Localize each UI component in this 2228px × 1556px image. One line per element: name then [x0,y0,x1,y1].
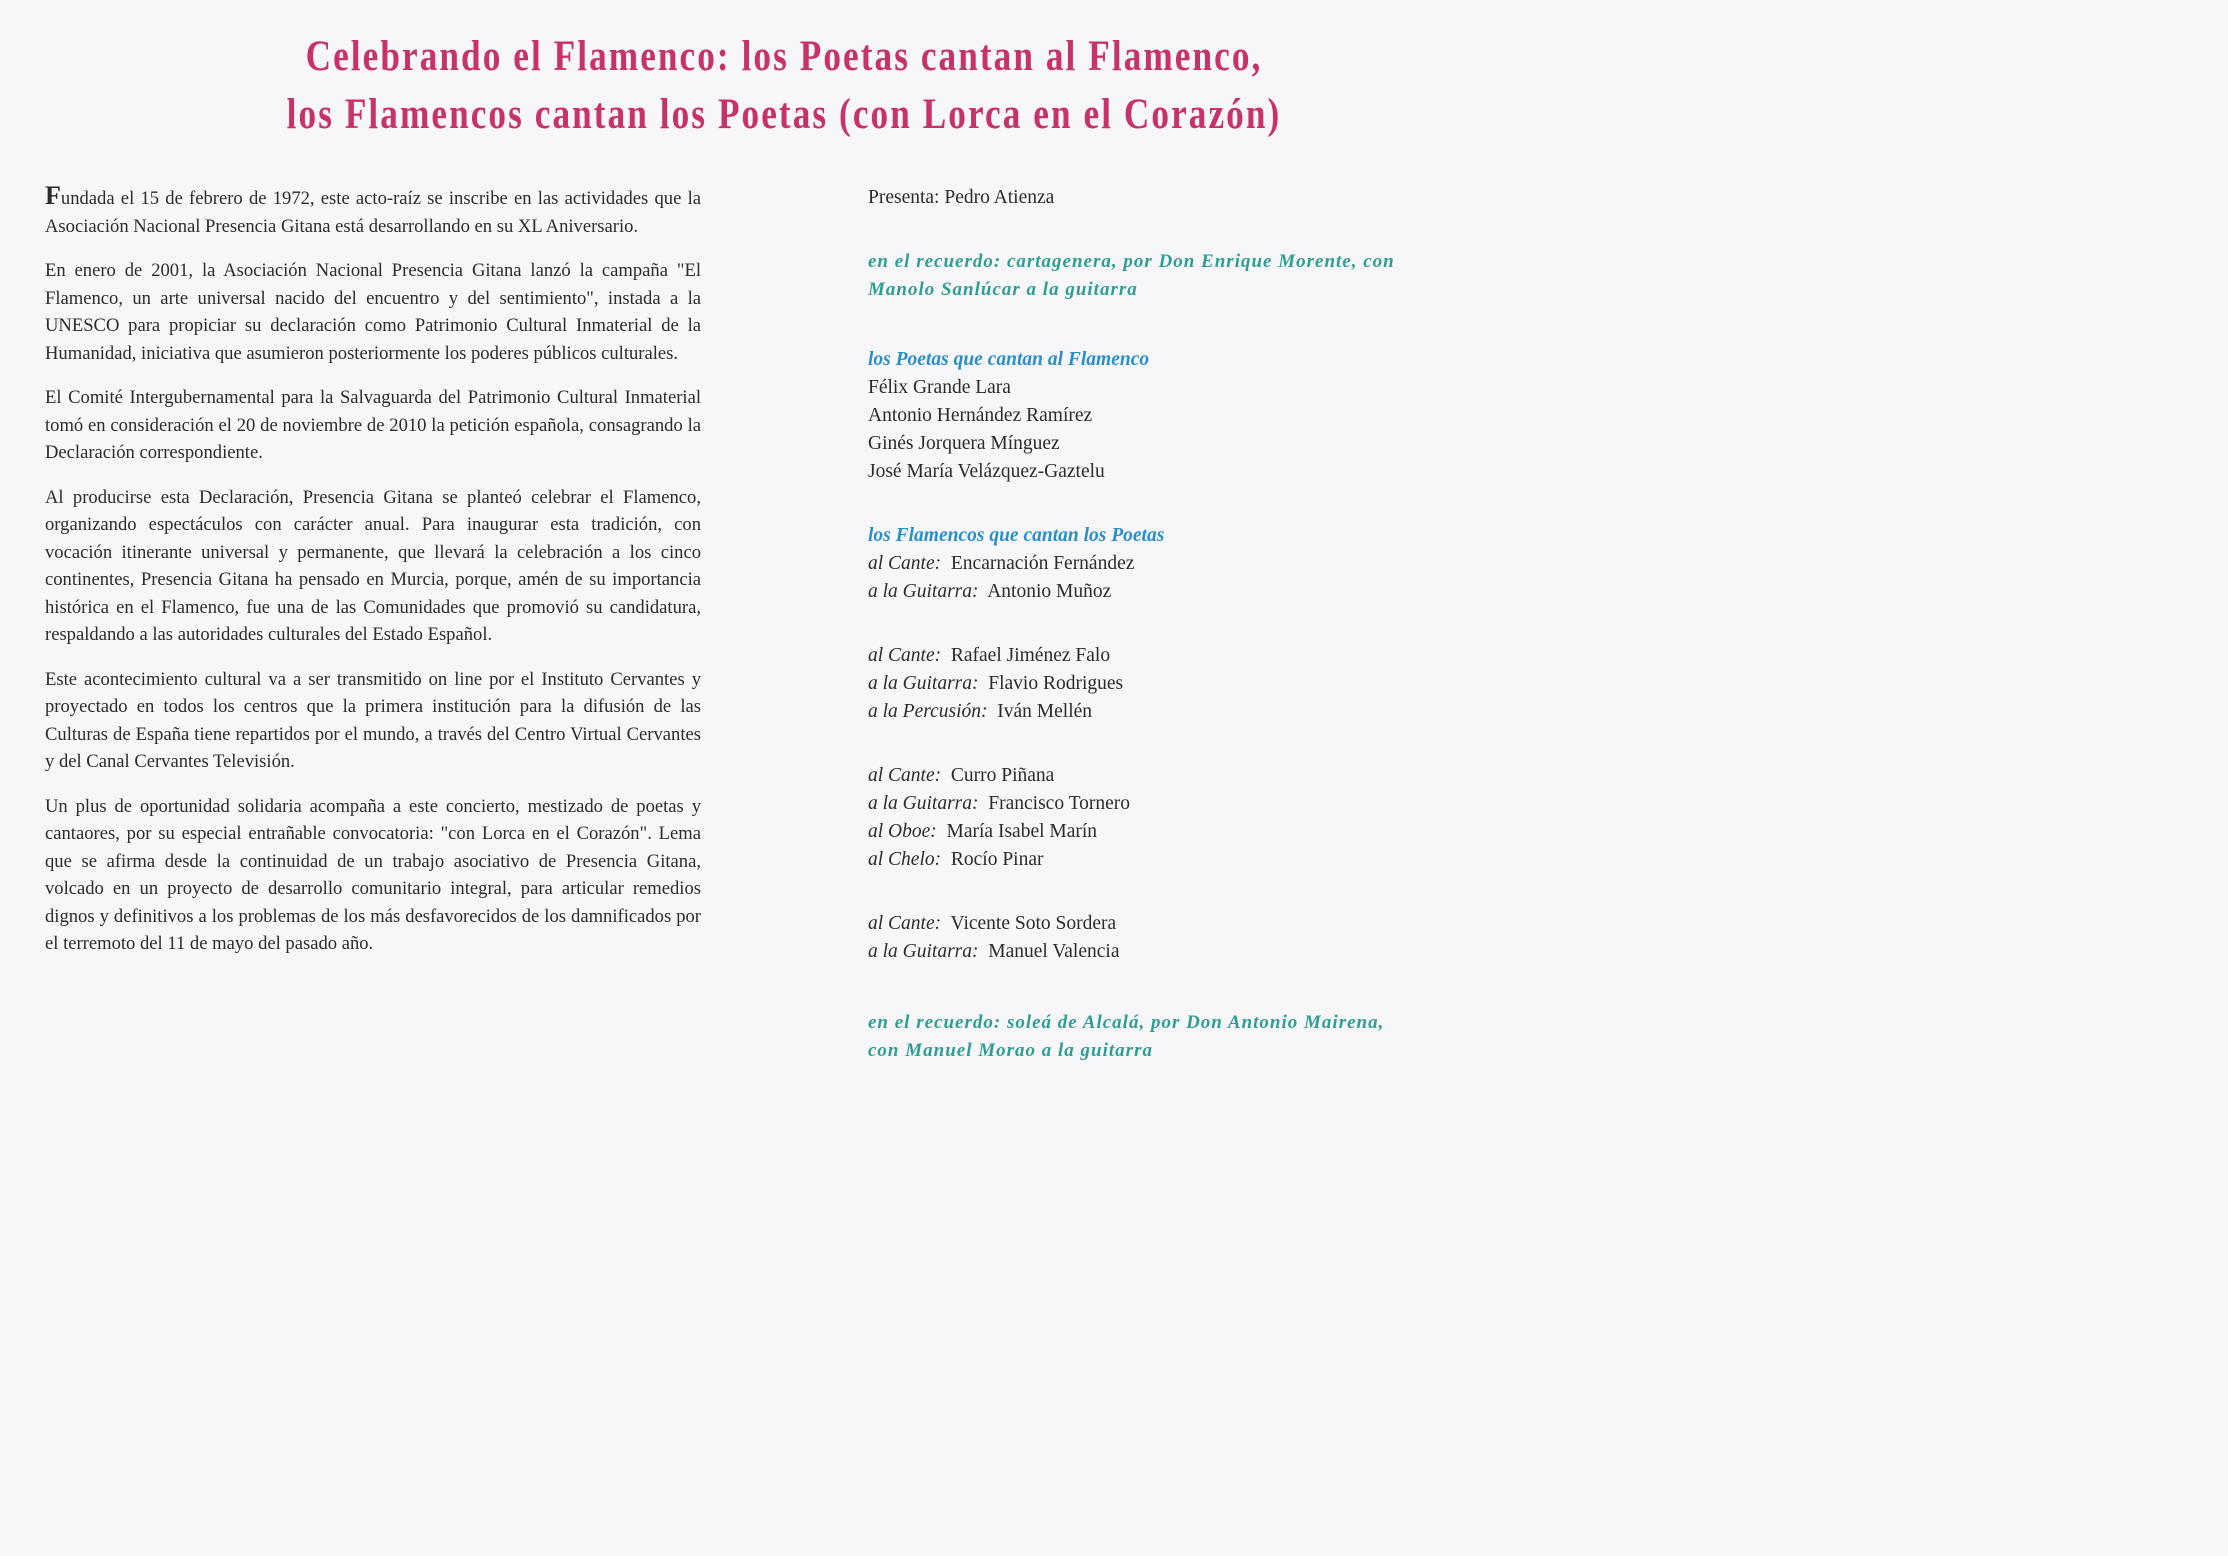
performer-name: Manuel Valencia [988,941,1120,962]
performer-row [868,550,1548,578]
performer-name: Iván Mellén [997,701,1093,722]
poet-name: Antonio Hernández Ramírez [868,405,1093,426]
performer-role: al Cante: [868,913,942,934]
paragraph-1-text: undada el 15 de febrero de 1972, este acto-raíz se inscribe en las actividades que la Asociación Nacional Presencia Gitana está desarrollando en su XL Aniversario. [45,188,701,237]
tribute-1-line-1: en el recuerdo: cartagenera, por Don Enrique Morente, con [868,251,1395,272]
performer-row [868,670,1548,698]
performer-row [868,642,1548,670]
performer-name: Curro Piñana [950,765,1055,786]
tribute-2-line-2: con Manuel Morao a la guitarra [868,1040,1153,1061]
performer-group-2 [868,642,1548,726]
paragraph-5: Este acontecimiento cultural va a ser transmitido on line por el Instituto Cervantes y proyectado en todos los centros que la primera institución para la difusión de las Culturas de España tiene repartidos por el mundo, a través del Centro Virtual Cervantes y del Canal Cervantes Televisión. [45,668,701,772]
paragraph-4: Al producirse esta Declaración, Presencia Gitana se planteó celebrar el Flamenco, organizando espectáculos con carácter anual. Para inaugurar esta tradición, con vocación itinerante universal y permanente, que llevará la celebración a los cinco continentes, Presencia Gitana ha pensado en Murcia, porque, amén de su importancia histórica en el Flamenco, fue una de las Comunidades que promovió su candidatura, respaldando a las autoridades culturales del Estado Español. [45,486,701,645]
performer-row [868,698,1548,726]
poets-heading: los Poetas que cantan al Flamenco [868,349,1150,370]
intro-column [45,183,701,975]
performer-role: a la Guitarra: [868,941,979,962]
tribute-2 [868,1009,1548,1065]
performer-role: al Cante: [868,553,942,574]
performer-name: Vicente Soto Sordera [950,913,1117,934]
performer-name: Rafael Jiménez Falo [950,645,1111,666]
performer-role: a la Guitarra: [868,673,979,694]
page-title [141,28,1427,144]
performer-role: a la Guitarra: [868,581,979,602]
poets-section [868,346,1548,486]
performer-group-1 [868,550,1548,606]
performer-role: al Oboe: [868,821,937,842]
flamencos-heading: los Flamencos que cantan los Poetas [868,525,1165,546]
title-line-2: los Flamencos cantan los Poetas (con Lorca en el Corazón) [286,91,1282,138]
performer-row [868,938,1548,966]
performer-name: Flavio Rodrigues [988,673,1124,694]
poet-name: José María Velázquez-Gaztelu [868,461,1105,482]
performer-row [868,762,1548,790]
drop-cap: F [45,181,61,210]
performer-name: Encarnación Fernández [950,553,1135,574]
performer-group-4 [868,910,1548,966]
poet-name: Félix Grande Lara [868,377,1011,398]
performer-group-3 [868,762,1548,874]
performer-row [868,910,1548,938]
performer-name: María Isabel Marín [946,821,1098,842]
paragraph-1 [45,183,701,240]
performer-name: Rocío Pinar [950,849,1044,870]
performer-row [868,818,1548,846]
performer-role: al Chelo: [868,849,942,870]
performer-name: Francisco Tornero [988,793,1131,814]
performer-row [868,578,1548,606]
program-column [868,184,1548,1065]
performer-role: al Cante: [868,645,942,666]
tribute-1 [868,248,1548,304]
performer-name: Antonio Muñoz [987,581,1112,602]
performer-row [868,846,1548,874]
paragraph-3: El Comité Intergubernamental para la Salvaguarda del Patrimonio Cultural Inmaterial tomó en consideración el 20 de noviembre de 2010 la petición española, consagrando la Declaración correspondiente. [45,387,701,463]
tribute-1-line-2: Manolo Sanlúcar a la guitarra [868,279,1138,300]
performer-role: al Cante: [868,765,942,786]
performer-row [868,790,1548,818]
paragraph-6: Un plus de oportunidad solidaria acompaña a este concierto, mestizado de poetas y cantaores, por su especial entrañable convocatoria: "con Lorca en el Corazón". Lema que se afirma desde la continuidad de un trabajo asociativo de Presencia Gitana, volcado en un proyecto de desarrollo comunitario integral, para articular remedios dignos y definitivos a los problemas de los más desfavorecidos de los damnificados por el terremoto del 11 de mayo del pasado año. [45,795,701,954]
tribute-2-line-1: en el recuerdo: soleá de Alcalá, por Don Antonio Mairena, [868,1012,1385,1033]
poet-name: Ginés Jorquera Mínguez [868,433,1060,454]
title-line-1: Celebrando el Flamenco: los Poetas cantan al Flamenco, [305,33,1263,80]
performer-role: a la Percusión: [868,701,988,722]
paragraph-2: En enero de 2001, la Asociación Nacional Presencia Gitana lanzó la campaña "El Flamenco, un arte universal nacido del encuentro y del sentimiento", instada a la UNESCO para propiciar su declaración como Patrimonio Cultural Inmaterial de la Humanidad, iniciativa que asumieron posteriormente los poderes públicos culturales. [45,260,701,364]
presenter-line: Presenta: Pedro Atienza [868,187,1055,208]
performer-role: a la Guitarra: [868,793,979,814]
